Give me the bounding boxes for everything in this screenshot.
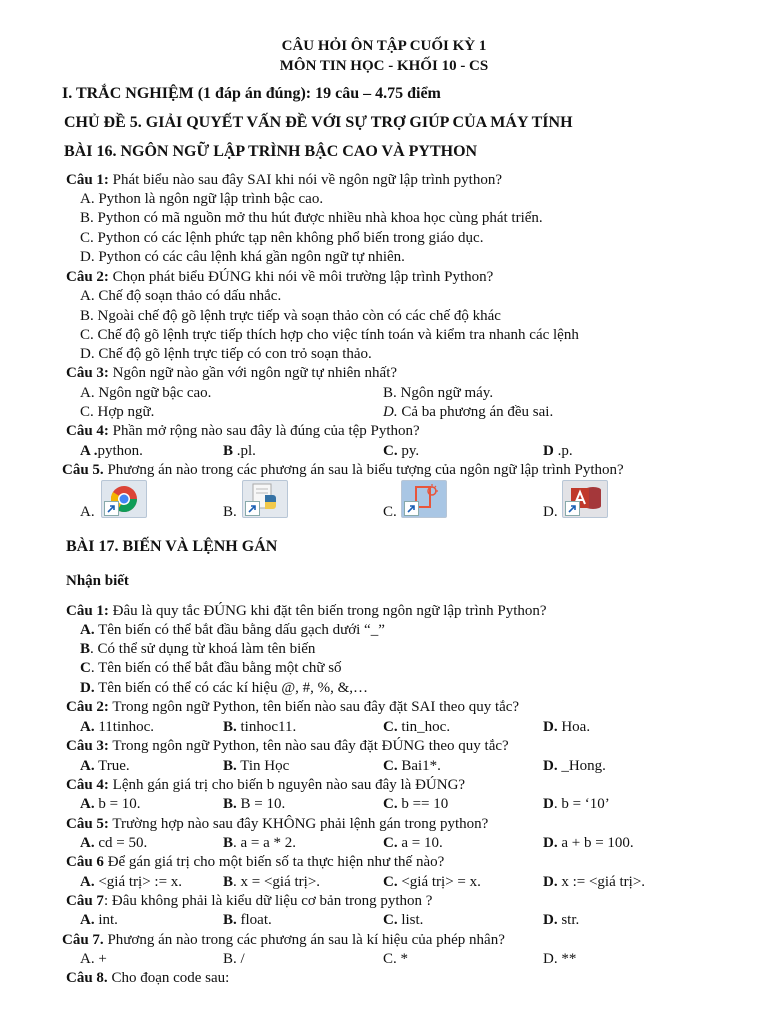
python-file-icon (242, 480, 288, 518)
option-b: B. Ngôn ngữ máy. (383, 385, 494, 401)
option-b: B. (223, 504, 237, 520)
option-c: C. Bai1*. (383, 758, 441, 774)
question-3: Câu 3: Trong ngôn ngữ Python, tên nào sau đây đặt ĐÚNG theo quy tắc? (66, 738, 509, 754)
option-c: C. a = 10. (383, 835, 443, 851)
question-5: Câu 5. Phương án nào trong các phương án sau là biểu tượng của ngôn ngữ lập trình Python? (62, 462, 624, 478)
option-d: D. Chế độ gõ lệnh trực tiếp có con trỏ soạn thảo. (80, 346, 372, 362)
option-c: C. Python có các lệnh phức tạp nên không phổ biến trong giáo dục. (80, 230, 484, 246)
option-d: D. ** (543, 951, 577, 967)
option-a: A. <giá trị> := x. (80, 874, 183, 890)
option-c: C. Chế độ gõ lệnh trực tiếp thích hợp cho việc tính toán và kiểm tra nhanh các lệnh (80, 327, 579, 343)
question-1: Câu 1: Đâu là quy tắc ĐÚNG khi đặt tên biến trong ngôn ngữ lập trình Python? (66, 603, 547, 619)
option-b: B .pl. (223, 443, 256, 459)
option-c: C. (383, 504, 397, 520)
option-b: B. Python có mã nguồn mở thu hút được nhiều nhà khoa học cùng phát triển. (80, 210, 543, 226)
question-6: Câu 6 Để gán giá trị cho một biến số ta thực hiện như thế nào? (66, 854, 445, 870)
option-a: A .python. (80, 443, 143, 459)
question-4: Câu 4: Phần mở rộng nào sau đây là đúng của tệp Python? (66, 423, 420, 439)
option-a: A. b = 10. (80, 796, 141, 812)
option-d: D. x := <giá trị>. (543, 874, 646, 890)
option-a: A. int. (80, 912, 118, 928)
option-b: B. / (223, 951, 245, 967)
option-a: A. True. (80, 758, 130, 774)
question-5: Câu 5: Trường hợp nào sau đây KHÔNG phải lệnh gán trong python? (66, 816, 489, 832)
option-c: C. list. (383, 912, 424, 928)
topic-heading: CHỦ ĐỀ 5. GIẢI QUYẾT VẤN ĐỀ VỚI SỰ TRỢ GIÚP CỦA MÁY TÍNH (64, 114, 573, 131)
access-icon (562, 480, 608, 518)
option-b: B. a = a * 2. (223, 835, 297, 851)
option-c: C. Tên biến có thể bắt đầu bằng một chữ số (80, 660, 342, 676)
option-c: C. tin_hoc. (383, 719, 451, 735)
option-d: D. Tên biến có thể có các kí hiệu @, #, %, &,… (80, 680, 369, 696)
doc-subtitle: MÔN TIN HỌC - KHỐI 10 - CS (279, 58, 489, 74)
option-d: D. Hoa. (543, 719, 591, 735)
option-b: B. Tin Học (223, 758, 290, 774)
option-c: C. b == 10 (383, 796, 449, 812)
option-d: D. b = ‘10’ (543, 796, 610, 812)
question-3: Câu 3: Ngôn ngữ nào gần với ngôn ngữ tự nhiên nhất? (66, 365, 398, 381)
option-a: A. Ngôn ngữ bậc cao. (80, 385, 212, 401)
option-a: A. + (80, 951, 107, 967)
option-c: C. py. (383, 443, 420, 459)
option-c: C. Hợp ngữ. (80, 404, 155, 420)
option-d: D. _Hong. (543, 758, 606, 774)
question-4: Câu 4: Lệnh gán giá trị cho biến b nguyên nào sau đây là ĐÚNG? (66, 777, 466, 793)
option-a: A. Chế độ soạn thảo có dấu nhắc. (80, 288, 282, 304)
question-1: Câu 1: Phát biểu nào sau đây SAI khi nói về ngôn ngữ lập trình python? (66, 172, 502, 188)
chrome-icon (101, 480, 147, 518)
option-a: A. cd = 50. (80, 835, 148, 851)
option-d: D .p. (543, 443, 573, 459)
option-b: B. x = <giá trị>. (223, 874, 321, 890)
option-b: B. Có thể sử dụng từ khoá làm tên biến (80, 641, 316, 657)
question-2: Câu 2: Chọn phát biểu ĐÚNG khi nói về môi trường lập trình Python? (66, 269, 494, 285)
lesson-17-heading: BÀI 17. BIẾN VÀ LỆNH GÁN (66, 538, 278, 555)
option-a: A. (80, 504, 95, 520)
option-b: B. Ngoài chế độ gõ lệnh trực tiếp và soạn thảo còn có các chế độ khác (80, 308, 501, 324)
option-d: D. Cả ba phương án đều sai. (383, 404, 554, 420)
option-b: B. float. (223, 912, 272, 928)
option-d: D. a + b = 100. (543, 835, 634, 851)
option-d: D. Python có các câu lệnh khá gần ngôn ngữ tự nhiên. (80, 249, 405, 265)
paint-icon (401, 480, 447, 518)
option-b: B. B = 10. (223, 796, 286, 812)
question-7: Câu 7: Đâu không phải là kiểu dữ liệu cơ bản trong python ? (66, 893, 433, 909)
level-heading: Nhận biết (66, 573, 129, 589)
option-a: A. Tên biến có thể bắt đầu bằng dấu gạch dưới “_” (80, 622, 385, 638)
option-b: B. tinhoc11. (223, 719, 297, 735)
question-7-alt: Câu 7. Phương án nào trong các phương án sau là kí hiệu của phép nhân? (62, 932, 505, 948)
option-c: C. <giá trị> = x. (383, 874, 481, 890)
option-a: A. 11tinhoc. (80, 719, 155, 735)
doc-title: CÂU HỎI ÔN TẬP CUỐI KỲ 1 (281, 38, 487, 54)
option-d: D. str. (543, 912, 580, 928)
section-heading: I. TRẮC NGHIỆM (1 đáp án đúng): 19 câu – 4.75 điểm (62, 85, 441, 102)
question-2: Câu 2: Trong ngôn ngữ Python, tên biến nào sau đây đặt SAI theo quy tắc? (66, 699, 520, 715)
option-d: D. (543, 504, 558, 520)
option-a: A. Python là ngôn ngữ lập trình bậc cao. (80, 191, 324, 207)
lesson-16-heading: BÀI 16. NGÔN NGỮ LẬP TRÌNH BẬC CAO VÀ PYTHON (64, 143, 478, 160)
option-c: C. * (383, 951, 409, 967)
question-8: Câu 8. Cho đoạn code sau: (66, 970, 230, 986)
